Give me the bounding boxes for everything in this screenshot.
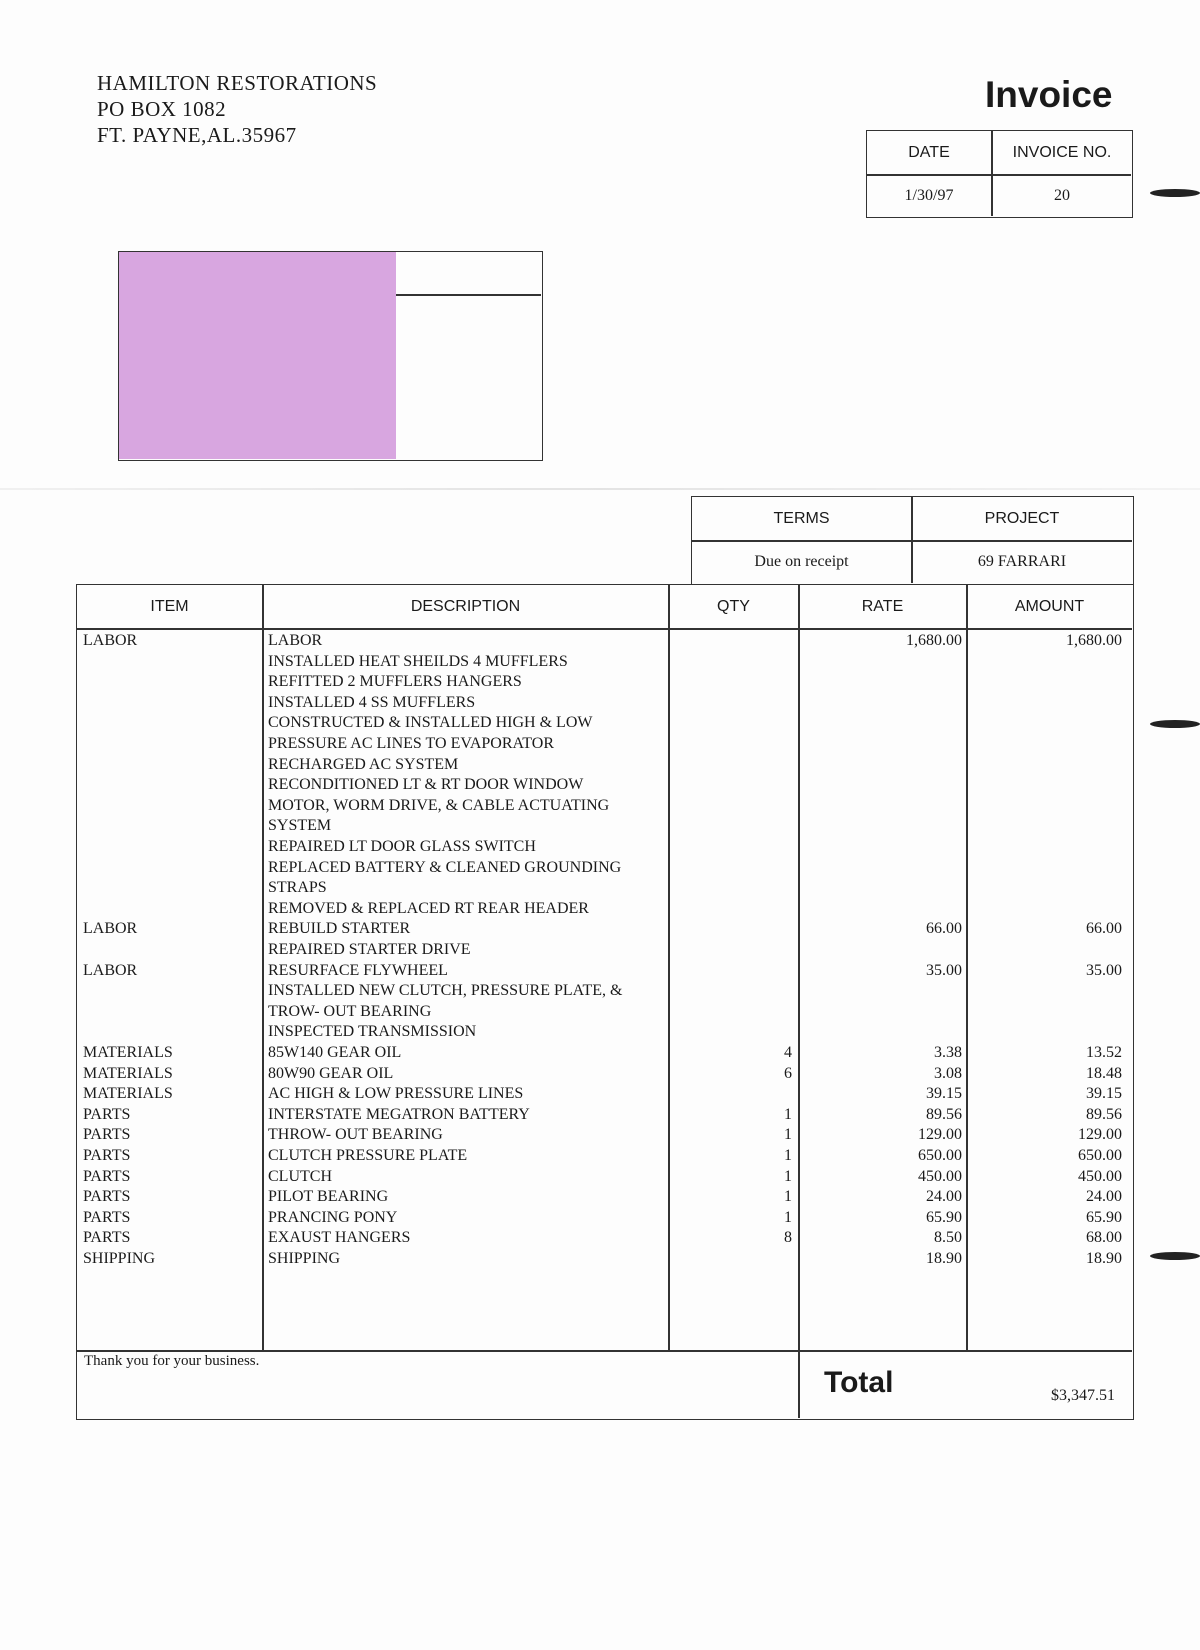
- cell-item: SHIPPING: [83, 1250, 156, 1267]
- cell-amount: 24.00: [1086, 1188, 1122, 1206]
- cell-description: REMOVED & REPLACED RT REAR HEADER: [268, 899, 589, 917]
- table-row: [77, 631, 1132, 652]
- table-row: [77, 858, 1132, 879]
- cell-description: EXAUST HANGERS: [268, 1229, 411, 1247]
- table-row: [77, 1043, 1132, 1064]
- table-row: [77, 1022, 1132, 1043]
- table-row: [77, 672, 1132, 693]
- cell-rate: 1,680.00: [906, 632, 962, 649]
- table-row: [77, 1187, 1132, 1208]
- table-row: [77, 1105, 1132, 1126]
- thank-you-note: Thank you for your business.: [84, 1353, 260, 1369]
- cell-item: PARTS: [83, 1105, 131, 1123]
- cell-description: TROW- OUT BEARING: [268, 1002, 432, 1020]
- cell-qty: 1: [784, 1147, 792, 1164]
- cell-rate: 129.00: [918, 1126, 962, 1144]
- cell-item: PARTS: [83, 1147, 131, 1164]
- cell-description: MOTOR, WORM DRIVE, & CABLE ACTUATING: [268, 796, 610, 814]
- total-value: $3,347.51: [1051, 1387, 1115, 1404]
- cell-qty: 8: [784, 1229, 792, 1247]
- cell-item: MATERIALS: [83, 1044, 173, 1061]
- cell-description: PILOT BEARING: [268, 1188, 389, 1206]
- project-label: PROJECT: [984, 509, 1060, 527]
- cell-amount: 66.00: [1086, 920, 1122, 938]
- table-row: [77, 1146, 1132, 1167]
- cell-amount: 65.90: [1086, 1208, 1122, 1226]
- invoice-no-label: INVOICE NO.: [1012, 143, 1112, 161]
- cell-description: RECONDITIONED LT & RT DOOR WINDOW: [268, 776, 584, 794]
- cell-description: 85W140 GEAR OIL: [268, 1044, 402, 1061]
- table-row: [77, 1208, 1132, 1229]
- cell-amount: 39.15: [1086, 1085, 1122, 1103]
- cell-description: RESURFACE FLYWHEEL: [268, 961, 448, 979]
- bill-to-box: [118, 251, 543, 461]
- table-row: [77, 1125, 1132, 1146]
- cell-rate: 66.00: [926, 920, 962, 938]
- cell-description: REPLACED BATTERY & CLEANED GROUNDING: [268, 858, 622, 876]
- cell-rate: 24.00: [926, 1188, 962, 1206]
- cell-rate: 65.90: [926, 1208, 962, 1226]
- cell-rate: 39.15: [926, 1085, 962, 1103]
- cell-description: CLUTCH: [268, 1167, 332, 1185]
- column-header-qty: QTY: [717, 597, 750, 615]
- cell-description: PRANCING PONY: [268, 1208, 398, 1226]
- cell-item: LABOR: [83, 632, 138, 649]
- cell-rate: 3.38: [934, 1044, 962, 1061]
- table-row: [77, 816, 1132, 837]
- redacted-address: [119, 252, 396, 459]
- table-row: [77, 981, 1132, 1002]
- cell-description: 80W90 GEAR OIL: [268, 1064, 394, 1082]
- cell-item: LABOR: [83, 961, 138, 979]
- cell-description: LABOR: [268, 632, 323, 649]
- cell-description: INTERSTATE MEGATRON BATTERY: [268, 1105, 530, 1123]
- table-row: [77, 693, 1132, 714]
- company-name: HAMILTON RESTORATIONS: [97, 71, 378, 95]
- column-header-amount: AMOUNT: [1014, 597, 1085, 615]
- terms-value: Due on receipt: [754, 553, 849, 570]
- punch-mark: [1150, 720, 1200, 728]
- fold-crease: [0, 488, 1200, 490]
- company-address: [97, 70, 377, 148]
- cell-item: PARTS: [83, 1208, 131, 1226]
- cell-rate: 89.56: [926, 1105, 962, 1123]
- cell-amount: 35.00: [1086, 961, 1122, 979]
- column-header-description: DESCRIPTION: [410, 597, 521, 615]
- terms-label: TERMS: [773, 509, 830, 527]
- table-row: [77, 1064, 1132, 1085]
- cell-item: PARTS: [83, 1167, 131, 1185]
- cell-rate: 18.90: [926, 1250, 962, 1267]
- total-label: Total: [824, 1366, 894, 1399]
- cell-item: LABOR: [83, 920, 138, 938]
- table-row: [77, 1228, 1132, 1249]
- cell-description: PRESSURE AC LINES TO EVAPORATOR: [268, 735, 554, 752]
- cell-qty: 1: [784, 1208, 792, 1226]
- table-row: [77, 1084, 1132, 1105]
- cell-description: REBUILD STARTER: [268, 920, 411, 938]
- cell-item: PARTS: [83, 1188, 131, 1206]
- table-row: [77, 1167, 1132, 1188]
- cell-qty: 4: [784, 1044, 792, 1061]
- cell-qty: 1: [784, 1126, 792, 1144]
- cell-description: CONSTRUCTED & INSTALLED HIGH & LOW: [268, 714, 593, 732]
- table-row: [77, 775, 1132, 796]
- cell-description: SHIPPING: [268, 1250, 341, 1267]
- line-items-table: [76, 584, 1134, 1420]
- cell-amount: 129.00: [1078, 1126, 1122, 1144]
- column-header-rate: RATE: [861, 597, 904, 615]
- column-header-item: ITEM: [150, 597, 189, 615]
- cell-description: INSTALLED HEAT SHEILDS 4 MUFFLERS: [268, 652, 568, 670]
- terms-project-box: [691, 496, 1134, 585]
- table-row: [77, 961, 1132, 982]
- cell-amount: 89.56: [1086, 1105, 1122, 1123]
- cell-amount: 1,680.00: [1066, 632, 1122, 649]
- table-row: [77, 734, 1132, 755]
- cell-item: PARTS: [83, 1229, 131, 1247]
- table-row: [77, 1002, 1132, 1023]
- punch-mark: [1150, 1252, 1200, 1260]
- table-row: [77, 940, 1132, 961]
- table-row: [77, 899, 1132, 920]
- cell-qty: 1: [784, 1167, 792, 1185]
- table-row: [77, 713, 1132, 734]
- cell-rate: 35.00: [926, 961, 962, 979]
- company-address-line1: PO BOX 1082: [97, 97, 227, 121]
- table-row: [77, 652, 1132, 673]
- cell-description: SYSTEM: [268, 817, 332, 835]
- cell-description: INSTALLED NEW CLUTCH, PRESSURE PLATE, &: [268, 982, 623, 1000]
- cell-item: MATERIALS: [83, 1064, 173, 1082]
- date-label: DATE: [908, 143, 950, 161]
- table-row: [77, 919, 1132, 940]
- table-row: [77, 1249, 1132, 1270]
- cell-amount: 13.52: [1086, 1044, 1122, 1061]
- cell-description: REFITTED 2 MUFFLERS HANGERS: [268, 673, 522, 691]
- cell-rate: 450.00: [918, 1167, 962, 1185]
- cell-description: REPAIRED STARTER DRIVE: [268, 941, 471, 958]
- punch-mark: [1150, 189, 1200, 197]
- cell-description: REPAIRED LT DOOR GLASS SWITCH: [268, 838, 536, 855]
- table-row: [77, 878, 1132, 899]
- cell-qty: 6: [784, 1064, 792, 1082]
- cell-amount: 450.00: [1078, 1167, 1122, 1185]
- cell-amount: 18.90: [1086, 1250, 1122, 1267]
- project-value: 69 FARRARI: [977, 553, 1067, 570]
- cell-item: MATERIALS: [83, 1085, 173, 1103]
- date-invoice-box: [866, 130, 1133, 218]
- cell-rate: 8.50: [934, 1229, 962, 1247]
- table-row: [77, 755, 1132, 776]
- table-row: [77, 796, 1132, 817]
- cell-amount: 68.00: [1086, 1229, 1122, 1247]
- cell-description: THROW- OUT BEARING: [268, 1126, 443, 1144]
- cell-rate: 650.00: [918, 1147, 962, 1164]
- cell-description: INSPECTED TRANSMISSION: [268, 1023, 477, 1041]
- page-title: Invoice: [985, 74, 1113, 115]
- table-row: [77, 837, 1132, 858]
- cell-description: AC HIGH & LOW PRESSURE LINES: [268, 1085, 524, 1103]
- cell-qty: 1: [784, 1105, 792, 1123]
- company-address-line2: FT. PAYNE,AL.35967: [97, 123, 297, 147]
- cell-description: CLUTCH PRESSURE PLATE: [268, 1147, 468, 1164]
- cell-description: STRAPS: [268, 879, 327, 897]
- cell-rate: 3.08: [934, 1064, 962, 1082]
- cell-item: PARTS: [83, 1126, 131, 1144]
- cell-amount: 650.00: [1078, 1147, 1122, 1164]
- cell-description: RECHARGED AC SYSTEM: [268, 755, 459, 773]
- invoice-number: 20: [1054, 187, 1070, 204]
- invoice-date: 1/30/97: [904, 187, 954, 204]
- cell-amount: 18.48: [1086, 1064, 1122, 1082]
- cell-qty: 1: [784, 1188, 792, 1206]
- cell-description: INSTALLED 4 SS MUFFLERS: [268, 693, 476, 711]
